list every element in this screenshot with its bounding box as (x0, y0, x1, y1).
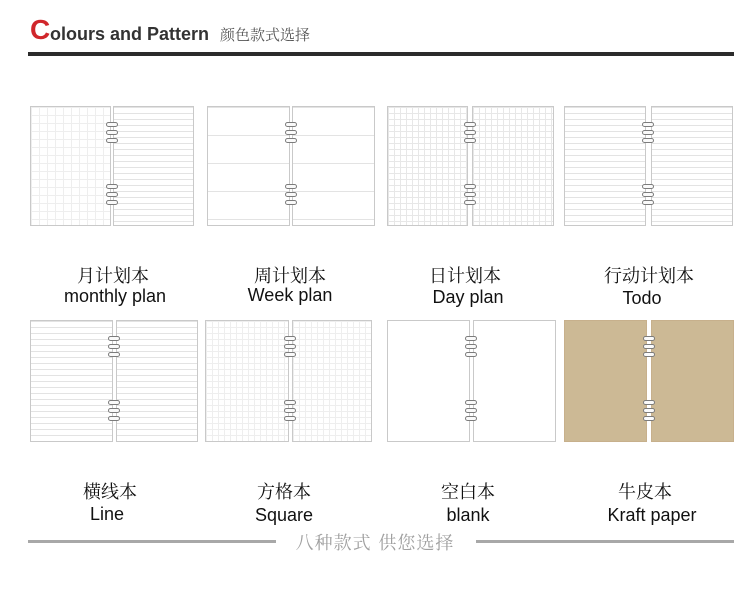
item-label-en: Line (89, 504, 125, 524)
square-left-page (205, 320, 289, 442)
footer-caption: 八种款式 供您选择 (295, 533, 455, 554)
title-initial: C (30, 14, 51, 45)
binder-rings (643, 332, 655, 432)
binder-rings (642, 118, 654, 218)
binder-rings (284, 332, 296, 432)
monthly-left-page (30, 106, 111, 226)
item-label-cn: 日计划本 (429, 266, 501, 286)
title-text: olours and Pattern (50, 24, 210, 44)
item-label-en: Week plan (247, 285, 333, 305)
binder-rings (106, 118, 118, 218)
kraft-right-page (651, 320, 734, 442)
footer-divider-left (28, 540, 276, 543)
line-right-page (116, 320, 198, 442)
week-left-page (207, 106, 290, 226)
monthly-right-page (113, 106, 194, 226)
binder-rings (465, 332, 477, 432)
footer-divider-right (476, 540, 734, 543)
binder-rings (285, 118, 297, 218)
day-right-page (472, 106, 554, 226)
item-label-en: Square (254, 505, 314, 525)
todo-left-page (564, 106, 646, 226)
item-label-cn: 方格本 (257, 482, 311, 502)
blank-left-page (387, 320, 470, 442)
day-left-page (387, 106, 468, 226)
item-label-cn: 空白本 (441, 482, 495, 502)
binder-rings (108, 332, 120, 432)
line-left-page (30, 320, 113, 442)
item-label-cn: 周计划本 (254, 266, 326, 286)
item-label-en: Kraft paper (607, 505, 697, 525)
item-label-en: Day plan (432, 287, 504, 307)
item-label-cn: 行动计划本 (604, 266, 694, 286)
item-label-en: Todo (622, 288, 662, 308)
week-right-page (292, 106, 375, 226)
item-label-cn: 月计划本 (77, 266, 149, 286)
header-divider (28, 52, 734, 56)
item-label-en: monthly plan (63, 286, 167, 306)
title-chinese: 颜色款式选择 (220, 27, 311, 44)
item-label-cn: 牛皮本 (618, 482, 672, 502)
square-right-page (292, 320, 372, 442)
binder-rings (464, 118, 476, 218)
item-label-en: blank (446, 505, 490, 525)
item-label-cn: 横线本 (83, 482, 137, 502)
blank-right-page (473, 320, 556, 442)
todo-right-page (651, 106, 733, 226)
kraft-left-page (564, 320, 647, 442)
